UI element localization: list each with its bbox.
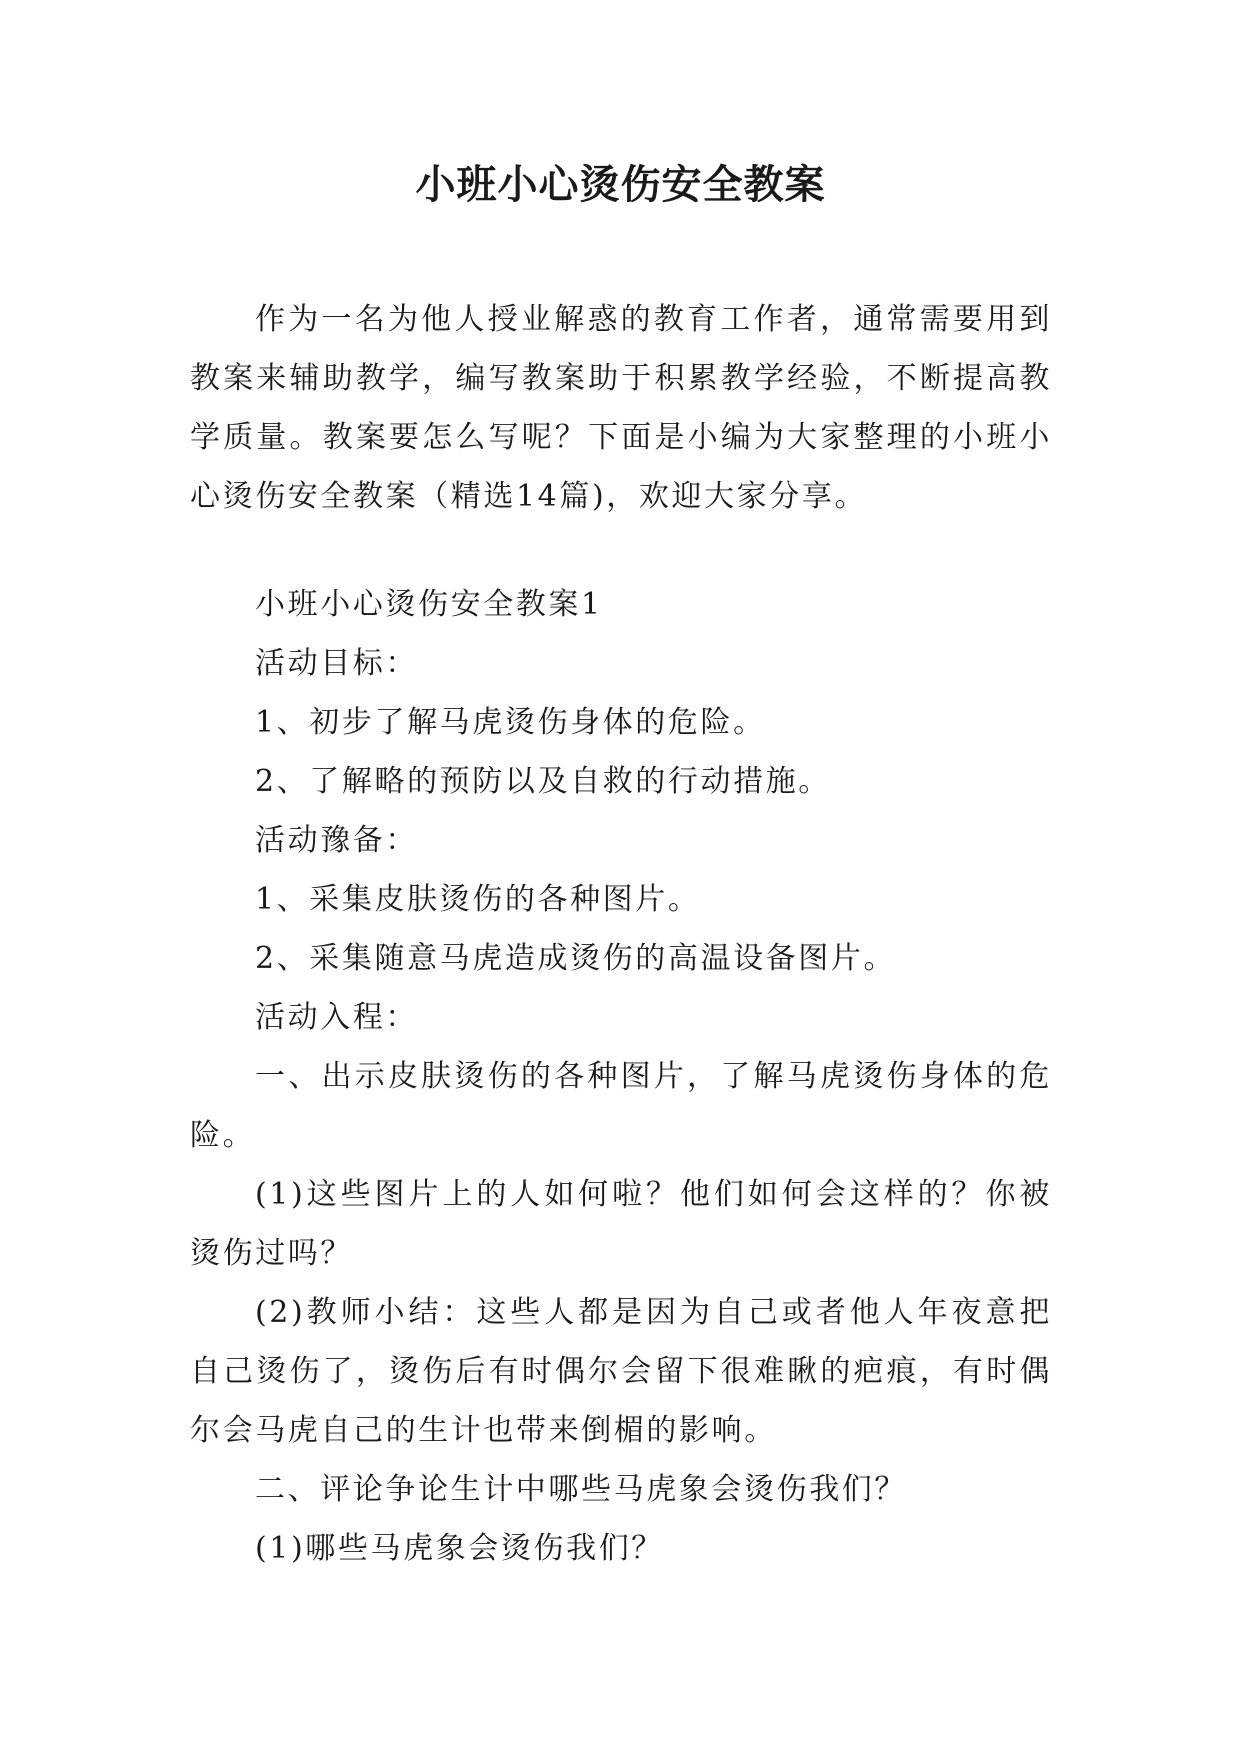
paragraph: 1、初步了解马虎烫伤身体的危险。 — [255, 705, 766, 740]
paragraph: (1)这些图片上的人如何啦？他们如何会这样的？你被烫伤过吗？ — [190, 1177, 1052, 1271]
paragraph: 2、采集随意马虎造成烫伤的高温设备图片。 — [255, 941, 897, 976]
section-heading: 小班小心烫伤安全教案1 — [255, 587, 603, 622]
paragraph: (2)教师小结：这些人都是因为自己或者他人年夜意把自己烫伤了，烫伤后有时偶尔会留下很难瞅的疤痕，有时偶尔会马虎自己的生计也带来倒楣的影响。 — [190, 1295, 1052, 1448]
paragraph: 一、出示皮肤烫伤的各种图片，了解马虎烫伤身体的危险。 — [190, 1059, 1052, 1153]
paragraph: 活动入程： — [255, 1000, 418, 1035]
intro-section — [190, 290, 1052, 526]
document-title: 小班小心烫伤安全教案 — [415, 162, 826, 208]
paragraph: 活动豫备： — [255, 823, 418, 858]
paragraph: 1、采集皮肤烫伤的各种图片。 — [255, 882, 701, 917]
intro-paragraph: 作为一名为他人授业解惑的教育工作者，通常需要用到教案来辅助教学，编写教案助于积累教学经验，不断提高教学质量。教案要怎么写呢？下面是小编为大家整理的小班小心烫伤安全教案（精选14篇)，欢迎大家分享。 — [190, 302, 1052, 514]
paragraph: 2、了解略的预防以及自救的行动措施。 — [255, 764, 831, 799]
paragraph: 活动目标： — [255, 646, 418, 681]
paragraph: 二、评论争论生计中哪些马虎象会烫伤我们？ — [255, 1472, 907, 1507]
paragraph: (1)哪些马虎象会烫伤我们？ — [255, 1531, 664, 1566]
content-section — [190, 575, 1052, 1578]
